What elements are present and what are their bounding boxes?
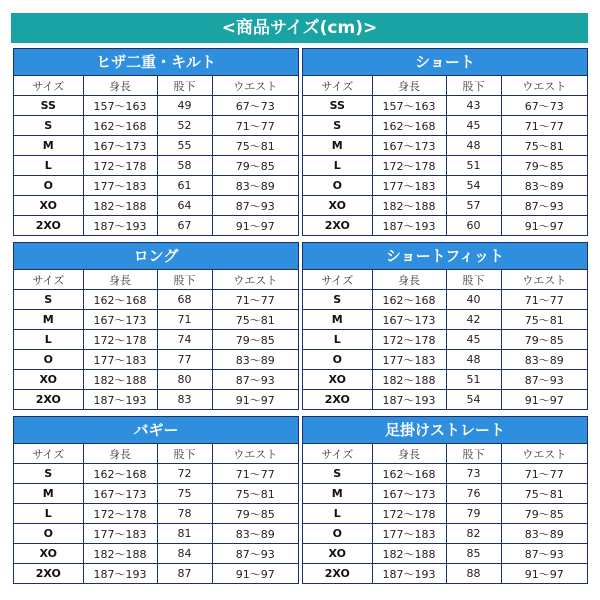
table-cell: 177〜183 (372, 176, 446, 196)
table-header-row (303, 270, 587, 290)
table-row (303, 116, 587, 136)
table-cell: 162〜168 (83, 464, 157, 484)
table-row (14, 176, 298, 196)
size-label: M (14, 310, 83, 330)
table-cell: 75〜81 (501, 310, 587, 330)
table-cell: 83〜89 (501, 176, 587, 196)
table-row (303, 290, 587, 310)
table-cell: 84 (157, 544, 212, 564)
table-row (303, 370, 587, 390)
size-label: L (14, 330, 83, 350)
table-cell: 87〜93 (212, 544, 298, 564)
panel-title: ショート (303, 49, 587, 76)
column-header: ウエスト (212, 444, 298, 464)
column-header: サイズ (303, 444, 372, 464)
table-cell: 54 (446, 176, 501, 196)
size-label: L (14, 156, 83, 176)
table-row (14, 370, 298, 390)
panel-stirrup-straight (302, 416, 588, 584)
table-cell: 172〜178 (372, 330, 446, 350)
column-header: 股下 (446, 444, 501, 464)
table-cell: 167〜173 (372, 484, 446, 504)
size-label: XO (303, 544, 372, 564)
table-cell: 64 (157, 196, 212, 216)
table-cell: 71 (157, 310, 212, 330)
table-cell: 177〜183 (83, 176, 157, 196)
table-cell: 78 (157, 504, 212, 524)
size-label: XO (303, 196, 372, 216)
size-label: S (303, 290, 372, 310)
column-header: 股下 (157, 270, 212, 290)
size-table (14, 76, 298, 235)
table-cell: 51 (446, 156, 501, 176)
size-label: O (303, 176, 372, 196)
table-row (303, 564, 587, 584)
column-header: サイズ (14, 270, 83, 290)
table-row (303, 176, 587, 196)
table-cell: 187〜193 (372, 390, 446, 410)
table-cell: 157〜163 (372, 96, 446, 116)
table-cell: 72 (157, 464, 212, 484)
table-cell: 83〜89 (212, 524, 298, 544)
panel-title: ロング (14, 243, 298, 270)
table-row (14, 504, 298, 524)
table-cell: 177〜183 (83, 524, 157, 544)
column-header: 身長 (83, 444, 157, 464)
table-cell: 187〜193 (83, 216, 157, 236)
size-table (14, 444, 298, 583)
size-label: O (303, 350, 372, 370)
table-cell: 51 (446, 370, 501, 390)
size-label: O (303, 524, 372, 544)
table-cell: 75〜81 (212, 136, 298, 156)
table-cell: 77 (157, 350, 212, 370)
column-header: 股下 (157, 76, 212, 96)
column-header: 身長 (372, 270, 446, 290)
table-row (14, 524, 298, 544)
column-header: 股下 (157, 444, 212, 464)
table-row (303, 96, 587, 116)
size-table (303, 444, 587, 583)
size-label: M (14, 484, 83, 504)
table-cell: 172〜178 (83, 330, 157, 350)
size-label: M (303, 310, 372, 330)
table-row (303, 350, 587, 370)
panel-baggy (13, 416, 299, 584)
table-row (303, 310, 587, 330)
table-cell: 91〜97 (235, 219, 275, 233)
table-cell: 79〜85 (212, 156, 298, 176)
table-cell: 172〜178 (372, 156, 446, 176)
column-header: サイズ (14, 76, 83, 96)
table-cell: 57 (446, 196, 501, 216)
panel-short-fit (302, 242, 588, 410)
table-cell: 45 (446, 116, 501, 136)
table-cell: 157〜163 (83, 96, 157, 116)
table-header-row (14, 76, 298, 96)
size-table (303, 76, 587, 235)
size-label: 2XO (303, 390, 372, 410)
panel-title: ヒザ二重・キルト (14, 49, 298, 76)
table-header-row (303, 76, 587, 96)
panel-title: 足掛けストレート (303, 417, 587, 444)
table-cell: 167〜173 (83, 310, 157, 330)
size-label: S (303, 464, 372, 484)
table-cell: 182〜188 (83, 370, 157, 390)
table-cell: 68 (157, 290, 212, 310)
table-cell: 81 (157, 524, 212, 544)
table-cell: 74 (157, 330, 212, 350)
table-cell: 67 (157, 216, 212, 236)
table-row (303, 390, 587, 410)
table-cell: 91〜97 (235, 393, 275, 407)
size-label: 2XO (14, 564, 83, 584)
table-cell: 162〜168 (83, 290, 157, 310)
column-header: サイズ (303, 270, 372, 290)
table-cell: 167〜173 (83, 136, 157, 156)
table-cell: 167〜173 (372, 310, 446, 330)
table-cell: 40 (446, 290, 501, 310)
table-cell: 83〜89 (501, 350, 587, 370)
table-cell: 167〜173 (372, 136, 446, 156)
size-table (14, 270, 298, 409)
table-cell: 83〜89 (212, 350, 298, 370)
size-label: XO (14, 370, 83, 390)
size-label: M (303, 136, 372, 156)
table-cell: 45 (446, 330, 501, 350)
table-cell: 60 (446, 216, 501, 236)
size-label: XO (14, 196, 83, 216)
table-cell: 71〜77 (501, 116, 587, 136)
table-cell: 75〜81 (212, 484, 298, 504)
size-label: S (303, 116, 372, 136)
table-cell: 177〜183 (372, 524, 446, 544)
table-cell: 87 (157, 564, 212, 584)
table-cell: 167〜173 (83, 484, 157, 504)
size-label: 2XO (14, 216, 83, 236)
table-cell: 79 (446, 504, 501, 524)
table-cell: 85 (446, 544, 501, 564)
column-header: ウエスト (501, 444, 587, 464)
table-cell: 162〜168 (83, 116, 157, 136)
table-cell: 182〜188 (83, 544, 157, 564)
column-header: サイズ (14, 444, 83, 464)
table-row (303, 196, 587, 216)
table-cell: 58 (157, 156, 212, 176)
size-label: L (303, 330, 372, 350)
table-row (14, 216, 298, 236)
table-cell: 87〜93 (501, 196, 587, 216)
table-cell: 91〜97 (235, 567, 275, 581)
table-cell: 182〜188 (372, 196, 446, 216)
table-cell: 67〜73 (212, 96, 298, 116)
panel-title: ショートフィット (303, 243, 587, 270)
table-cell: 177〜183 (372, 350, 446, 370)
size-label: SS (303, 96, 372, 116)
table-cell: 75〜81 (501, 136, 587, 156)
size-label: 2XO (14, 390, 83, 410)
table-cell: 49 (157, 96, 212, 116)
column-header: ウエスト (212, 270, 298, 290)
table-cell: 87〜93 (501, 370, 587, 390)
column-header: 股下 (446, 76, 501, 96)
size-label: M (303, 484, 372, 504)
size-label: L (303, 156, 372, 176)
table-cell: 76 (446, 484, 501, 504)
table-cell: 79〜85 (501, 156, 587, 176)
size-label: SS (14, 96, 83, 116)
table-cell: 75 (157, 484, 212, 504)
table-cell: 71〜77 (212, 116, 298, 136)
table-row (14, 136, 298, 156)
column-header: ウエスト (212, 76, 298, 96)
table-row (303, 484, 587, 504)
table-cell: 55 (157, 136, 212, 156)
table-cell: 162〜168 (372, 290, 446, 310)
table-cell: 91〜97 (524, 393, 564, 407)
table-header-row (14, 270, 298, 290)
table-row (303, 504, 587, 524)
table-row (14, 464, 298, 484)
size-label: 2XO (303, 564, 372, 584)
table-row (14, 156, 298, 176)
table-cell: 79〜85 (212, 504, 298, 524)
column-header: ウエスト (501, 270, 587, 290)
table-row (14, 390, 298, 410)
table-cell: 172〜178 (83, 156, 157, 176)
table-cell: 87〜93 (212, 196, 298, 216)
table-cell: 82 (446, 524, 501, 544)
table-cell: 42 (446, 310, 501, 330)
size-label: S (14, 290, 83, 310)
column-header: 身長 (372, 444, 446, 464)
size-label: O (14, 524, 83, 544)
column-header: サイズ (303, 76, 372, 96)
table-cell: 67〜73 (501, 96, 587, 116)
size-label: 2XO (303, 216, 372, 236)
size-label: S (14, 464, 83, 484)
table-row (14, 350, 298, 370)
size-label: XO (14, 544, 83, 564)
column-header: 身長 (372, 76, 446, 96)
table-cell: 48 (446, 136, 501, 156)
table-cell: 83 (157, 390, 212, 410)
size-label: XO (303, 370, 372, 390)
table-cell: 75〜81 (501, 484, 587, 504)
size-label: M (14, 136, 83, 156)
table-cell: 71〜77 (501, 290, 587, 310)
table-row (303, 156, 587, 176)
table-cell: 71〜77 (212, 464, 298, 484)
table-row (303, 136, 587, 156)
table-cell: 83〜89 (501, 524, 587, 544)
table-cell: 177〜183 (83, 350, 157, 370)
table-cell: 162〜168 (372, 464, 446, 484)
panel-long (13, 242, 299, 410)
table-row (14, 310, 298, 330)
table-row (14, 484, 298, 504)
table-cell: 162〜168 (372, 116, 446, 136)
table-cell: 187〜193 (83, 390, 157, 410)
page-title: <商品サイズ(cm)> (11, 13, 588, 43)
table-cell: 182〜188 (83, 196, 157, 216)
table-cell: 71〜77 (212, 290, 298, 310)
table-row (14, 330, 298, 350)
table-row (14, 564, 298, 584)
table-cell: 187〜193 (372, 216, 446, 236)
table-cell: 43 (446, 96, 501, 116)
table-cell: 87〜93 (212, 370, 298, 390)
table-cell: 88 (446, 564, 501, 584)
table-cell: 182〜188 (372, 370, 446, 390)
size-label: S (14, 116, 83, 136)
size-table (303, 270, 587, 409)
table-cell: 54 (446, 390, 501, 410)
table-row (14, 96, 298, 116)
table-cell: 187〜193 (83, 564, 157, 584)
table-cell: 172〜178 (372, 504, 446, 524)
column-header: 身長 (83, 270, 157, 290)
table-cell: 52 (157, 116, 212, 136)
table-cell: 79〜85 (212, 330, 298, 350)
panel-short (302, 48, 588, 236)
table-cell: 79〜85 (501, 504, 587, 524)
table-row (303, 216, 587, 236)
size-label: O (14, 176, 83, 196)
table-row (303, 544, 587, 564)
table-row (14, 290, 298, 310)
table-header-row (14, 444, 298, 464)
table-row (14, 116, 298, 136)
table-row (303, 524, 587, 544)
panel-knee-double-quilt (13, 48, 299, 236)
size-label: L (303, 504, 372, 524)
column-header: 身長 (83, 76, 157, 96)
size-label: O (14, 350, 83, 370)
table-cell: 83〜89 (212, 176, 298, 196)
table-header-row (303, 444, 587, 464)
table-cell: 182〜188 (372, 544, 446, 564)
size-label: L (14, 504, 83, 524)
panel-title: バギー (14, 417, 298, 444)
table-row (14, 196, 298, 216)
table-cell: 75〜81 (212, 310, 298, 330)
table-cell: 80 (157, 370, 212, 390)
table-cell: 91〜97 (524, 219, 564, 233)
table-cell: 61 (157, 176, 212, 196)
table-cell: 87〜93 (501, 544, 587, 564)
table-row (303, 330, 587, 350)
table-row (303, 464, 587, 484)
table-cell: 71〜77 (501, 464, 587, 484)
table-cell: 48 (446, 350, 501, 370)
column-header: 股下 (446, 270, 501, 290)
column-header: ウエスト (501, 76, 587, 96)
table-cell: 172〜178 (83, 504, 157, 524)
table-cell: 91〜97 (524, 567, 564, 581)
table-cell: 187〜193 (372, 564, 446, 584)
table-cell: 73 (446, 464, 501, 484)
table-cell: 79〜85 (501, 330, 587, 350)
table-row (14, 544, 298, 564)
